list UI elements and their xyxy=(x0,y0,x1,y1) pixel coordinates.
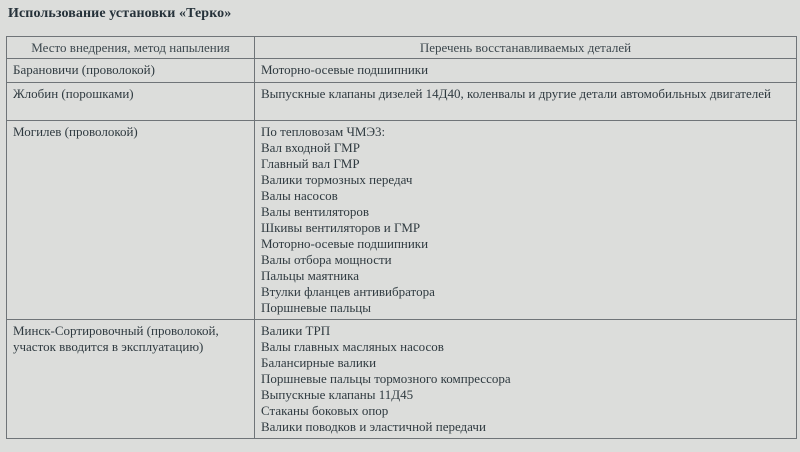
detail-item: По тепловозам ЧМЭ3: xyxy=(261,124,386,139)
place-cell: Могилев (проволокой) xyxy=(7,121,255,320)
detail-item: Валы насосов xyxy=(261,188,338,203)
details-cell xyxy=(255,83,797,121)
detail-item: Стаканы боковых опор xyxy=(261,403,389,418)
details-cell xyxy=(255,320,797,439)
table-title: Использование установки «Терко» xyxy=(8,6,232,21)
detail-item: Вал входной ГМР xyxy=(261,140,360,155)
detail-item: Втулки фланцев антивибратора xyxy=(261,284,435,299)
table-row xyxy=(7,121,797,320)
detail-item: Валы вентиляторов xyxy=(261,204,370,219)
detail-item: Выпускные клапаны 11Д45 xyxy=(261,387,414,402)
table-header-row xyxy=(7,37,797,59)
details-cell xyxy=(255,59,797,83)
detail-item: Балансирные валики xyxy=(261,355,377,370)
detail-item: Моторно-осевые подшипники xyxy=(261,236,429,251)
detail-item: Валы отбора мощности xyxy=(261,252,392,267)
detail-item: Выпускные клапаны дизелей 14Д40, коленвалы и другие детали автомобильных двигателей xyxy=(261,86,771,101)
header-place: Место внедрения, метод напыления xyxy=(7,37,255,59)
place-cell: Жлобин (порошками) xyxy=(7,83,255,121)
table-row xyxy=(7,83,797,121)
detail-item: Поршневые пальцы тормозного компрессора xyxy=(261,371,511,386)
detail-item: Главный вал ГМР xyxy=(261,156,360,171)
installations-table xyxy=(6,36,797,439)
detail-item: Валики поводков и эластичной передачи xyxy=(261,419,486,434)
detail-item: Шкивы вентиляторов и ГМР xyxy=(261,220,421,235)
detail-item: Поршневые пальцы xyxy=(261,300,371,315)
detail-item: Валики тормозных передач xyxy=(261,172,413,187)
header-details: Перечень восстанавливаемых деталей xyxy=(255,37,797,59)
place-cell: Минск-Сортировочный (проволокой, участок вводится в эксплуатацию) xyxy=(7,320,255,439)
details-cell xyxy=(255,121,797,320)
detail-item: Моторно-осевые подшипники xyxy=(261,62,429,77)
detail-item: Валы главных масляных насосов xyxy=(261,339,444,354)
detail-item: Валики ТРП xyxy=(261,323,331,338)
table-row xyxy=(7,59,797,83)
detail-item: Пальцы маятника xyxy=(261,268,360,283)
table-row xyxy=(7,320,797,439)
place-cell: Барановичи (проволокой) xyxy=(7,59,255,83)
